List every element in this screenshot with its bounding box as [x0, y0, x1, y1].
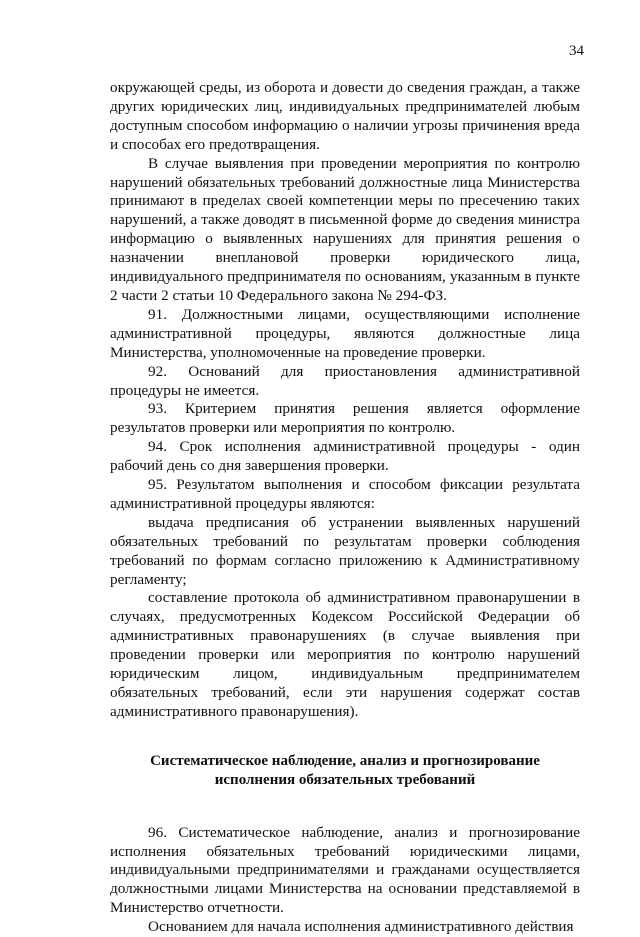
paragraph: составление протокола об административном правонарушении в случаях, предусмотренных Кодексом Российской Федерации об административных правонарушениях (в случае выявления при проведении проверки или мероприятия по контролю нарушений юридическим лицом, индивидуальным предпринимателем обязательных требований, если эти нарушения содержат состав административного правонарушения). — [110, 589, 580, 720]
paragraph: В случае выявления при проведении мероприятия по контролю нарушений обязательных требований должностные лица Министерства принимают в пределах своей компетенции меры по пресечению таких нарушений, а также доводят в письменной форме до сведения министра информацию о выявленных нарушениях для принятия решения о назначении внеплановой проверки юридического лица, индивидуального предпринимателя по основаниям, указанным в пункте 2 части 2 статьи 10 Федерального закона № 294-ФЗ. — [110, 154, 580, 304]
paragraph-item-91: 91. Должностными лицами, осуществляющими исполнение административной процедуры, являются должностные лица Министерства, уполномоченные на проведение проверки. — [110, 305, 580, 361]
page-number: 34 — [569, 43, 584, 59]
paragraph-item-92: 92. Оснований для приостановления административной процедуры не имеется. — [110, 362, 580, 399]
section-heading: Систематическое наблюдение, анализ и прогнозирование исполнения обязательных требований — [150, 752, 540, 788]
document-body — [110, 79, 580, 937]
paragraph: выдача предписания об устранении выявленных нарушений обязательных требований по результатам проверки соблюдения требований по формам согласно приложению к Административному регламенту; — [110, 513, 580, 588]
paragraph-item-93: 93. Критерием принятия решения является оформление результатов проверки или мероприятия по контролю. — [110, 400, 580, 437]
paragraph-item-95: 95. Результатом выполнения и способом фиксации результата административной процедуры являются: — [110, 476, 580, 512]
paragraph: окружающей среды, из оборота и довести до сведения граждан, а также других юридических лиц, индивидуальных предпринимателей любым доступным способом информацию о наличии угрозы причинения вреда и способах его предотвращения. — [110, 79, 580, 153]
paragraph: Основанием для начала исполнения административного действия — [148, 918, 574, 936]
paragraph-item-96: 96. Систематическое наблюдение, анализ и прогнозирование исполнения обязательных требований юридическими лицами, индивидуальными предпринимателями и гражданами осуществляется должностными лицами Министерства на основании представляемой в Министерство отчетности. — [110, 823, 580, 917]
paragraph-item-94: 94. Срок исполнения административной процедуры - один рабочий день со дня завершения проверки. — [110, 438, 580, 475]
